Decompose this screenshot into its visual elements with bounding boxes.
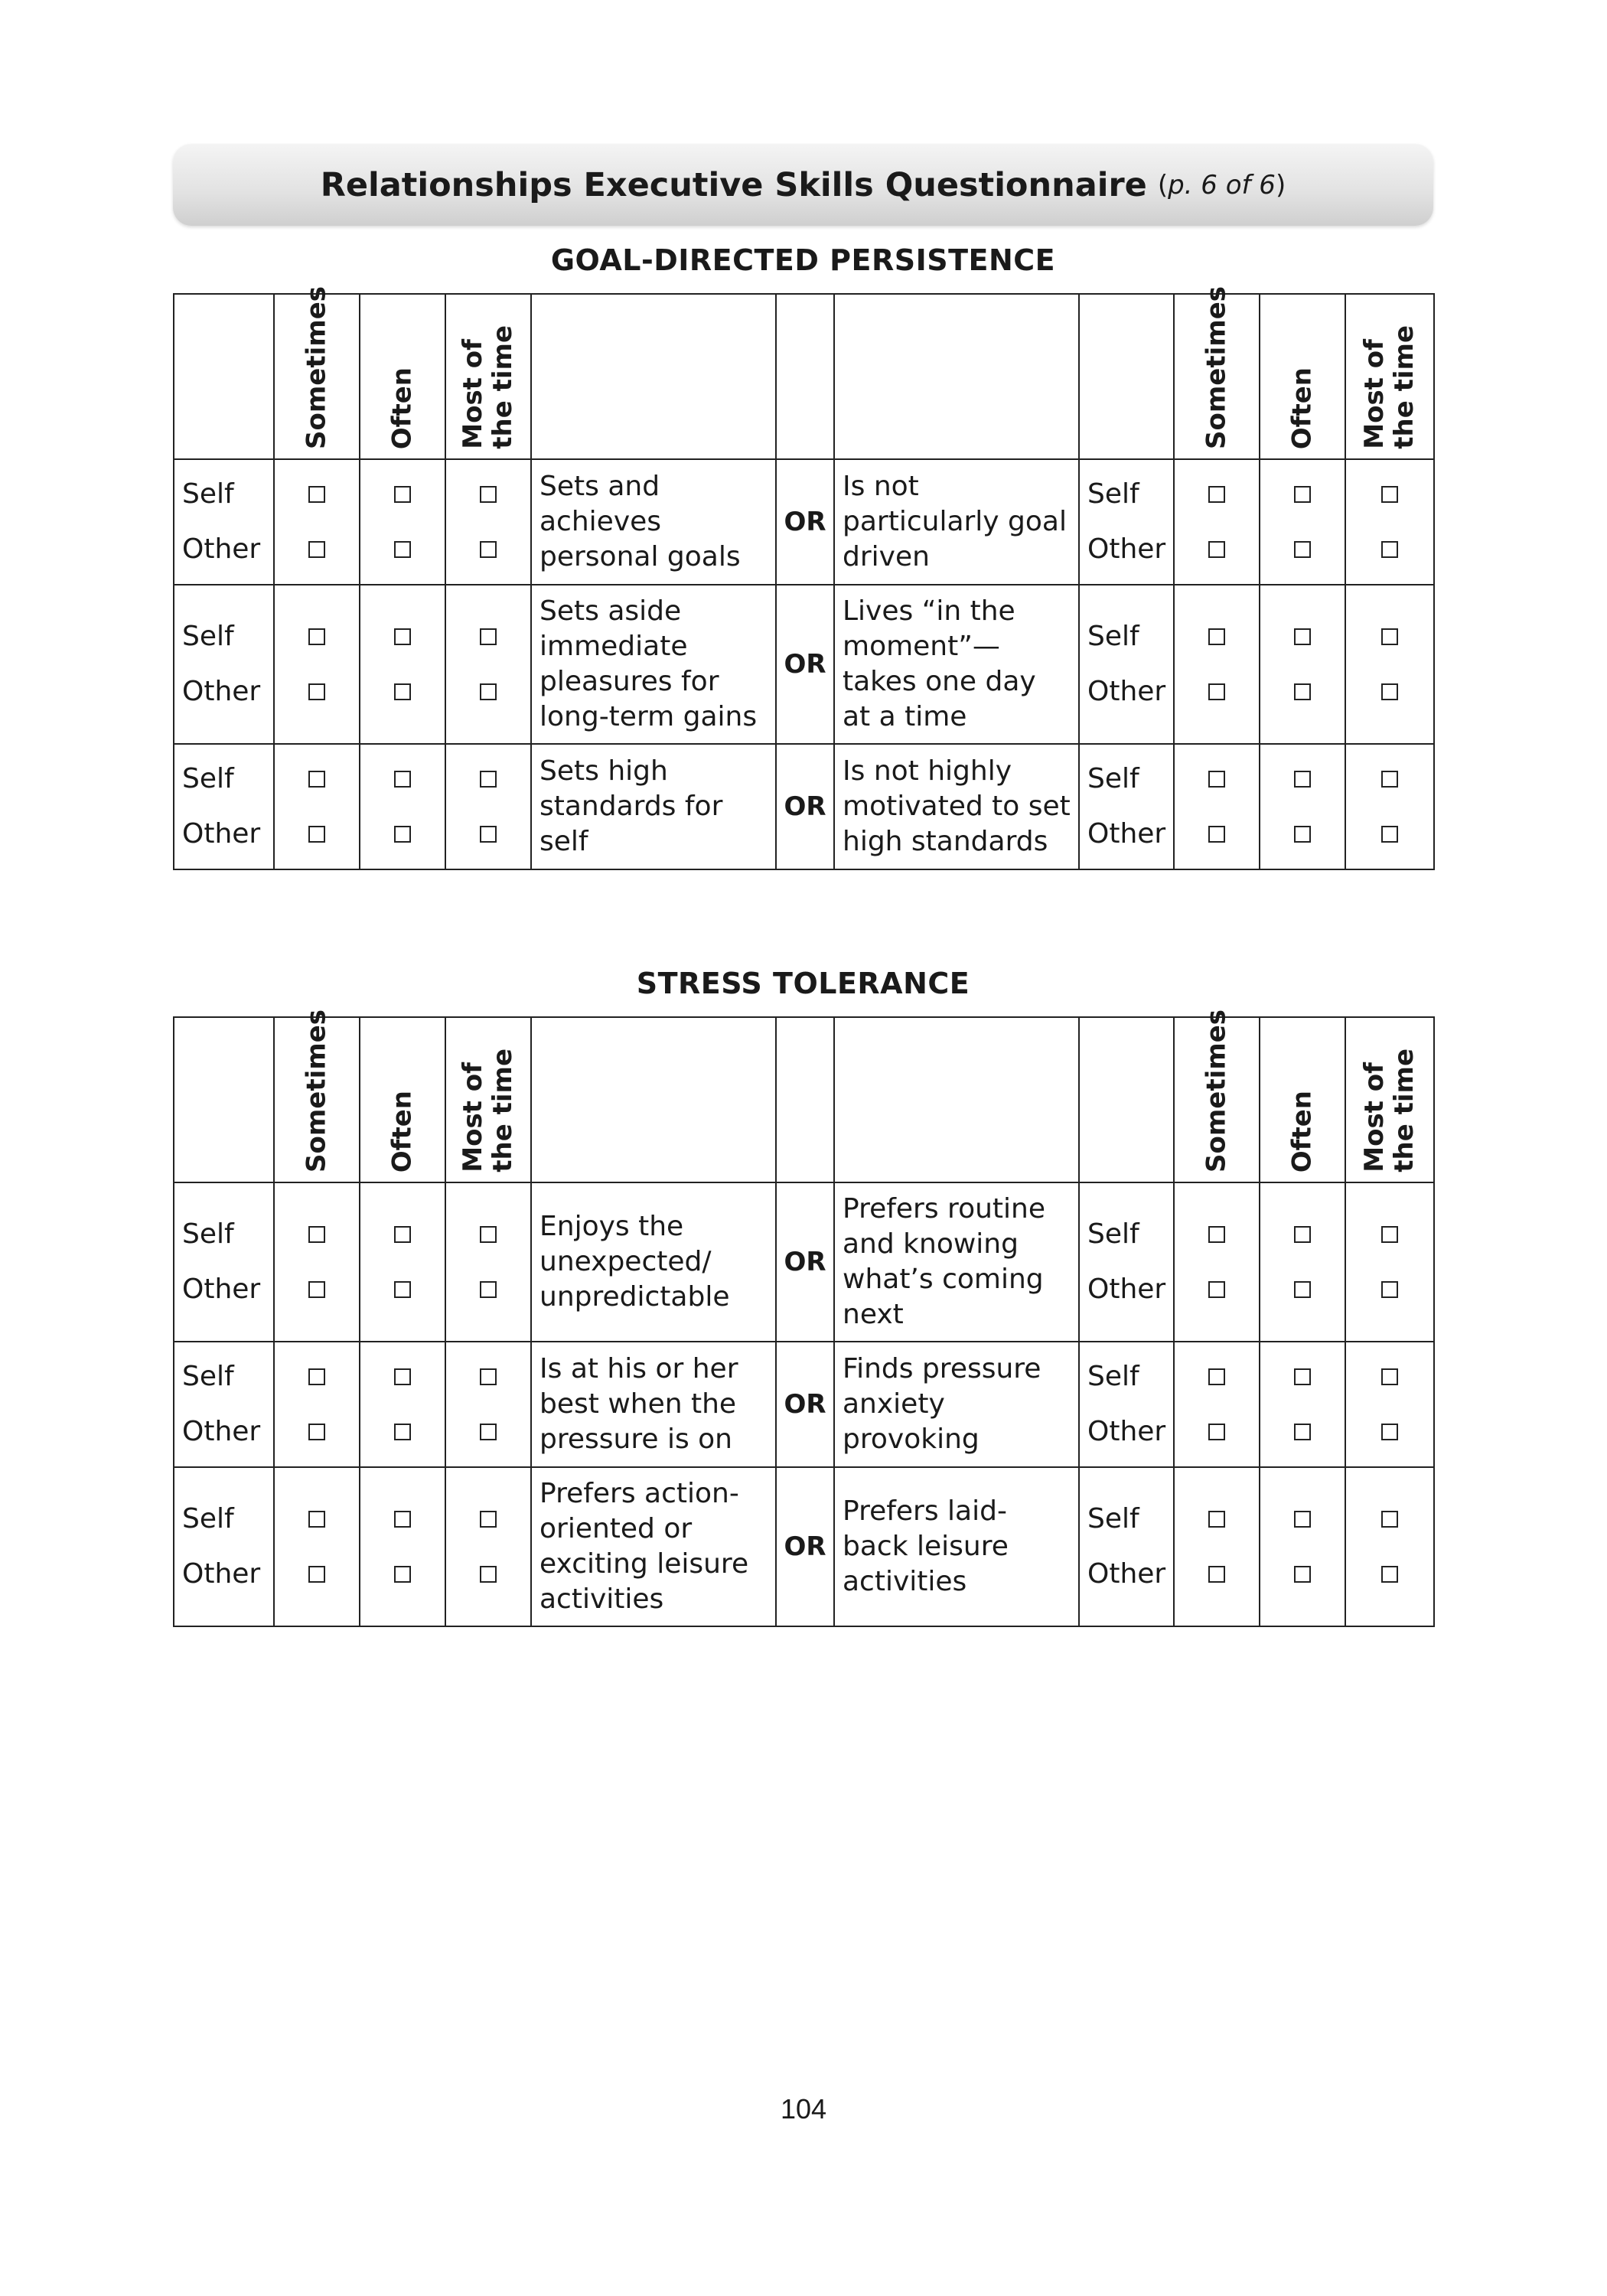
rater-label-self: Self [1087, 1218, 1139, 1250]
right-statement: Is not particularly goal driven [834, 459, 1079, 585]
rater-label-self: Self [182, 621, 234, 652]
rater-label-self: Self [1087, 1503, 1139, 1534]
checkbox-left-sometimes-other[interactable] [308, 826, 325, 843]
checkbox-left-sometimes-other[interactable] [308, 683, 325, 700]
checkbox-left-sometimes-other[interactable] [308, 1424, 325, 1440]
rater-labels [174, 1342, 274, 1467]
rater-label-self: Self [182, 1361, 234, 1392]
checkbox-left-often-self[interactable] [394, 1511, 411, 1528]
checkbox-left-most-self[interactable] [480, 771, 497, 788]
checkbox-right-often-self[interactable] [1294, 1226, 1311, 1243]
checkbox-right-most-self[interactable] [1381, 1511, 1398, 1528]
checkbox-right-often-other[interactable] [1294, 1281, 1311, 1298]
page-title: Relationships Executive Skills Questionnaire [320, 165, 1147, 204]
checkbox-right-often-other[interactable] [1294, 683, 1311, 700]
checkbox-cell-right-often [1260, 459, 1345, 585]
rater-label-other: Other [182, 1558, 261, 1590]
checkbox-right-most-other[interactable] [1381, 826, 1398, 843]
header-empty [174, 1017, 274, 1182]
title-bar [173, 144, 1433, 226]
column-header-often: Often [360, 1017, 445, 1182]
right-statement: Prefers routine and knowing what’s coming next [834, 1182, 1079, 1342]
checkbox-cell-left-often [360, 744, 445, 869]
checkbox-left-most-other[interactable] [480, 1281, 497, 1298]
rater-label-self: Self [1087, 621, 1139, 652]
left-statement: Prefers action-oriented or exciting leisure activities [531, 1467, 776, 1626]
checkbox-cell-left-sometimes [274, 459, 360, 585]
header-row [174, 1017, 1434, 1182]
column-header-most: Most of the time [1345, 1017, 1434, 1182]
rater-label-other: Other [1087, 533, 1166, 565]
checkbox-cell-right-most [1345, 744, 1434, 869]
header-empty [1079, 1017, 1174, 1182]
left-statement: Sets aside immediate pleasures for long-term gains [531, 585, 776, 744]
checkbox-left-often-other[interactable] [394, 826, 411, 843]
checkbox-cell-right-often [1260, 1342, 1345, 1467]
rater-labels [1079, 1467, 1174, 1626]
rater-labels [174, 744, 274, 869]
checkbox-left-sometimes-self[interactable] [308, 1511, 325, 1528]
checkbox-right-most-self[interactable] [1381, 486, 1398, 503]
checkbox-cell-left-most [445, 585, 531, 744]
left-statement: Is at his or her best when the pressure is on [531, 1342, 776, 1467]
checkbox-left-sometimes-self[interactable] [308, 628, 325, 645]
right-statement: Is not highly motivated to set high standards [834, 744, 1079, 869]
checkbox-right-sometimes-self[interactable] [1208, 1226, 1225, 1243]
section-heading-goal: GOAL-DIRECTED PERSISTENCE [550, 243, 1056, 277]
rater-label-self: Self [182, 478, 234, 510]
rater-labels [1079, 744, 1174, 869]
checkbox-right-often-other[interactable] [1294, 541, 1311, 558]
checkbox-right-most-other[interactable] [1381, 1281, 1398, 1298]
checkbox-right-often-self[interactable] [1294, 628, 1311, 645]
header-empty [776, 294, 834, 459]
checkbox-cell-left-sometimes [274, 585, 360, 744]
rater-labels [174, 585, 274, 744]
checkbox-cell-left-often [360, 1467, 445, 1626]
checkbox-right-sometimes-other[interactable] [1208, 826, 1225, 843]
checkbox-left-most-self[interactable] [480, 628, 497, 645]
checkbox-right-often-self[interactable] [1294, 486, 1311, 503]
left-statement: Enjoys the unexpected/ unpredictable [531, 1182, 776, 1342]
checkbox-cell-left-sometimes [274, 1467, 360, 1626]
checkbox-left-sometimes-self[interactable] [308, 486, 325, 503]
left-statement: Sets and achieves personal goals [531, 459, 776, 585]
or-separator: OR [776, 1182, 834, 1342]
checkbox-right-often-self[interactable] [1294, 1511, 1311, 1528]
checkbox-right-most-other[interactable] [1381, 541, 1398, 558]
checkbox-right-most-self[interactable] [1381, 1368, 1398, 1385]
column-header-sometimes: Sometimes [1174, 1017, 1260, 1182]
checkbox-left-most-self[interactable] [480, 1226, 497, 1243]
column-header-most: Most of the time [1345, 294, 1434, 459]
checkbox-left-often-self[interactable] [394, 771, 411, 788]
checkbox-cell-right-sometimes [1174, 744, 1260, 869]
checkbox-cell-left-sometimes [274, 1342, 360, 1467]
checkbox-left-often-other[interactable] [394, 1424, 411, 1440]
right-statement: Finds pressure anxiety provoking [834, 1342, 1079, 1467]
column-header-sometimes: Sometimes [274, 294, 360, 459]
checkbox-right-often-other[interactable] [1294, 826, 1311, 843]
checkbox-cell-right-sometimes [1174, 459, 1260, 585]
header-empty [531, 294, 776, 459]
checkbox-cell-left-sometimes [274, 1182, 360, 1342]
checkbox-cell-right-often [1260, 1467, 1345, 1626]
checkbox-cell-left-often [360, 1342, 445, 1467]
rater-label-self: Self [1087, 1361, 1139, 1392]
checkbox-cell-right-sometimes [1174, 1342, 1260, 1467]
rater-labels [1079, 459, 1174, 585]
checkbox-cell-left-most [445, 1467, 531, 1626]
table-row [174, 459, 1434, 585]
checkbox-right-sometimes-self[interactable] [1208, 771, 1225, 788]
right-statement: Prefers laid-back leisure activities [834, 1467, 1079, 1626]
column-header-often: Often [360, 294, 445, 459]
questionnaire-table-goal [173, 286, 1435, 870]
rater-label-self: Self [1087, 478, 1139, 510]
table-row [174, 744, 1434, 869]
rater-label-other: Other [1087, 818, 1166, 850]
or-separator: OR [776, 744, 834, 869]
checkbox-right-sometimes-other[interactable] [1208, 1566, 1225, 1583]
checkbox-right-most-self[interactable] [1381, 1226, 1398, 1243]
rater-labels [174, 459, 274, 585]
checkbox-right-most-self[interactable] [1381, 771, 1398, 788]
rater-label-other: Other [182, 533, 261, 565]
rater-label-other: Other [1087, 1558, 1166, 1590]
checkbox-left-most-other[interactable] [480, 541, 497, 558]
rater-label-other: Other [182, 1416, 261, 1447]
checkbox-cell-right-often [1260, 1182, 1345, 1342]
checkbox-cell-left-most [445, 1342, 531, 1467]
checkbox-right-often-other[interactable] [1294, 1424, 1311, 1440]
checkbox-left-often-other[interactable] [394, 1281, 411, 1298]
checkbox-right-most-other[interactable] [1381, 1424, 1398, 1440]
checkbox-cell-left-often [360, 585, 445, 744]
checkbox-cell-left-often [360, 1182, 445, 1342]
checkbox-cell-left-most [445, 744, 531, 869]
checkbox-right-sometimes-self[interactable] [1208, 1511, 1225, 1528]
checkbox-left-sometimes-self[interactable] [308, 1226, 325, 1243]
checkbox-left-sometimes-self[interactable] [308, 771, 325, 788]
checkbox-left-most-other[interactable] [480, 683, 497, 700]
checkbox-cell-right-most [1345, 459, 1434, 585]
rater-label-self: Self [182, 1218, 234, 1250]
checkbox-left-often-other[interactable] [394, 683, 411, 700]
column-header-most: Most of the time [445, 294, 531, 459]
checkbox-cell-right-most [1345, 1182, 1434, 1342]
checkbox-cell-right-most [1345, 1467, 1434, 1626]
header-empty [531, 1017, 776, 1182]
right-statement: Lives “in the moment”—takes one day at a time [834, 585, 1079, 744]
checkbox-cell-right-most [1345, 585, 1434, 744]
checkbox-cell-right-often [1260, 585, 1345, 744]
rater-label-other: Other [182, 676, 261, 707]
checkbox-cell-right-sometimes [1174, 1467, 1260, 1626]
column-header-sometimes: Sometimes [1174, 294, 1260, 459]
rater-labels [174, 1182, 274, 1342]
checkbox-left-most-self[interactable] [480, 1511, 497, 1528]
checkbox-right-most-other[interactable] [1381, 1566, 1398, 1583]
table-row [174, 1342, 1434, 1467]
checkbox-left-most-self[interactable] [480, 1368, 497, 1385]
table-row [174, 1467, 1434, 1626]
rater-label-other: Other [182, 1274, 261, 1305]
header-empty [834, 294, 1079, 459]
checkbox-cell-right-sometimes [1174, 1182, 1260, 1342]
checkbox-left-sometimes-other[interactable] [308, 1566, 325, 1583]
checkbox-right-sometimes-other[interactable] [1208, 1281, 1225, 1298]
rater-labels [1079, 1342, 1174, 1467]
header-empty [834, 1017, 1079, 1182]
checkbox-right-sometimes-self[interactable] [1208, 1368, 1225, 1385]
table-row [174, 585, 1434, 744]
header-empty [174, 294, 274, 459]
checkbox-right-most-other[interactable] [1381, 683, 1398, 700]
checkbox-cell-left-most [445, 459, 531, 585]
column-header-most: Most of the time [445, 1017, 531, 1182]
checkbox-left-often-self[interactable] [394, 1368, 411, 1385]
header-empty [1079, 294, 1174, 459]
rater-labels [1079, 585, 1174, 744]
or-separator: OR [776, 585, 834, 744]
page-number: 104 [780, 2093, 827, 2125]
checkbox-cell-left-most [445, 1182, 531, 1342]
column-header-sometimes: Sometimes [274, 1017, 360, 1182]
checkbox-left-most-self[interactable] [480, 486, 497, 503]
checkbox-left-often-self[interactable] [394, 486, 411, 503]
or-separator: OR [776, 1342, 834, 1467]
section-heading-stress: STRESS TOLERANCE [636, 967, 970, 1000]
checkbox-cell-left-often [360, 459, 445, 585]
questionnaire-table-stress [173, 1009, 1435, 1627]
header-empty [776, 1017, 834, 1182]
checkbox-cell-right-often [1260, 744, 1345, 869]
checkbox-cell-left-sometimes [274, 744, 360, 869]
rater-label-other: Other [1087, 676, 1166, 707]
checkbox-left-sometimes-self[interactable] [308, 1368, 325, 1385]
checkbox-right-most-self[interactable] [1381, 628, 1398, 645]
checkbox-right-sometimes-self[interactable] [1208, 486, 1225, 503]
checkbox-left-most-other[interactable] [480, 826, 497, 843]
or-separator: OR [776, 1467, 834, 1626]
rater-label-other: Other [1087, 1274, 1166, 1305]
rater-label-self: Self [1087, 763, 1139, 794]
checkbox-left-sometimes-other[interactable] [308, 1281, 325, 1298]
checkbox-left-most-other[interactable] [480, 1424, 497, 1440]
column-header-often: Often [1260, 294, 1345, 459]
rater-label-other: Other [182, 818, 261, 850]
checkbox-right-often-other[interactable] [1294, 1566, 1311, 1583]
rater-label-other: Other [1087, 1416, 1166, 1447]
checkbox-right-sometimes-other[interactable] [1208, 1424, 1225, 1440]
left-statement: Sets high standards for self [531, 744, 776, 869]
checkbox-right-often-self[interactable] [1294, 1368, 1311, 1385]
or-separator: OR [776, 459, 834, 585]
checkbox-right-sometimes-other[interactable] [1208, 683, 1225, 700]
checkbox-cell-right-sometimes [1174, 585, 1260, 744]
checkbox-left-often-self[interactable] [394, 1226, 411, 1243]
checkbox-left-sometimes-other[interactable] [308, 541, 325, 558]
checkbox-left-most-other[interactable] [480, 1566, 497, 1583]
checkbox-left-often-other[interactable] [394, 541, 411, 558]
checkbox-right-sometimes-other[interactable] [1208, 541, 1225, 558]
checkbox-right-sometimes-self[interactable] [1208, 628, 1225, 645]
rater-label-self: Self [182, 1503, 234, 1534]
checkbox-left-often-other[interactable] [394, 1566, 411, 1583]
rater-label-self: Self [182, 763, 234, 794]
header-row [174, 294, 1434, 459]
checkbox-left-often-self[interactable] [394, 628, 411, 645]
rater-labels [1079, 1182, 1174, 1342]
page-indicator: (p. 6 of 6) [1157, 169, 1286, 201]
rater-labels [174, 1467, 274, 1626]
checkbox-right-often-self[interactable] [1294, 771, 1311, 788]
column-header-often: Often [1260, 1017, 1345, 1182]
checkbox-cell-right-most [1345, 1342, 1434, 1467]
table-row [174, 1182, 1434, 1342]
